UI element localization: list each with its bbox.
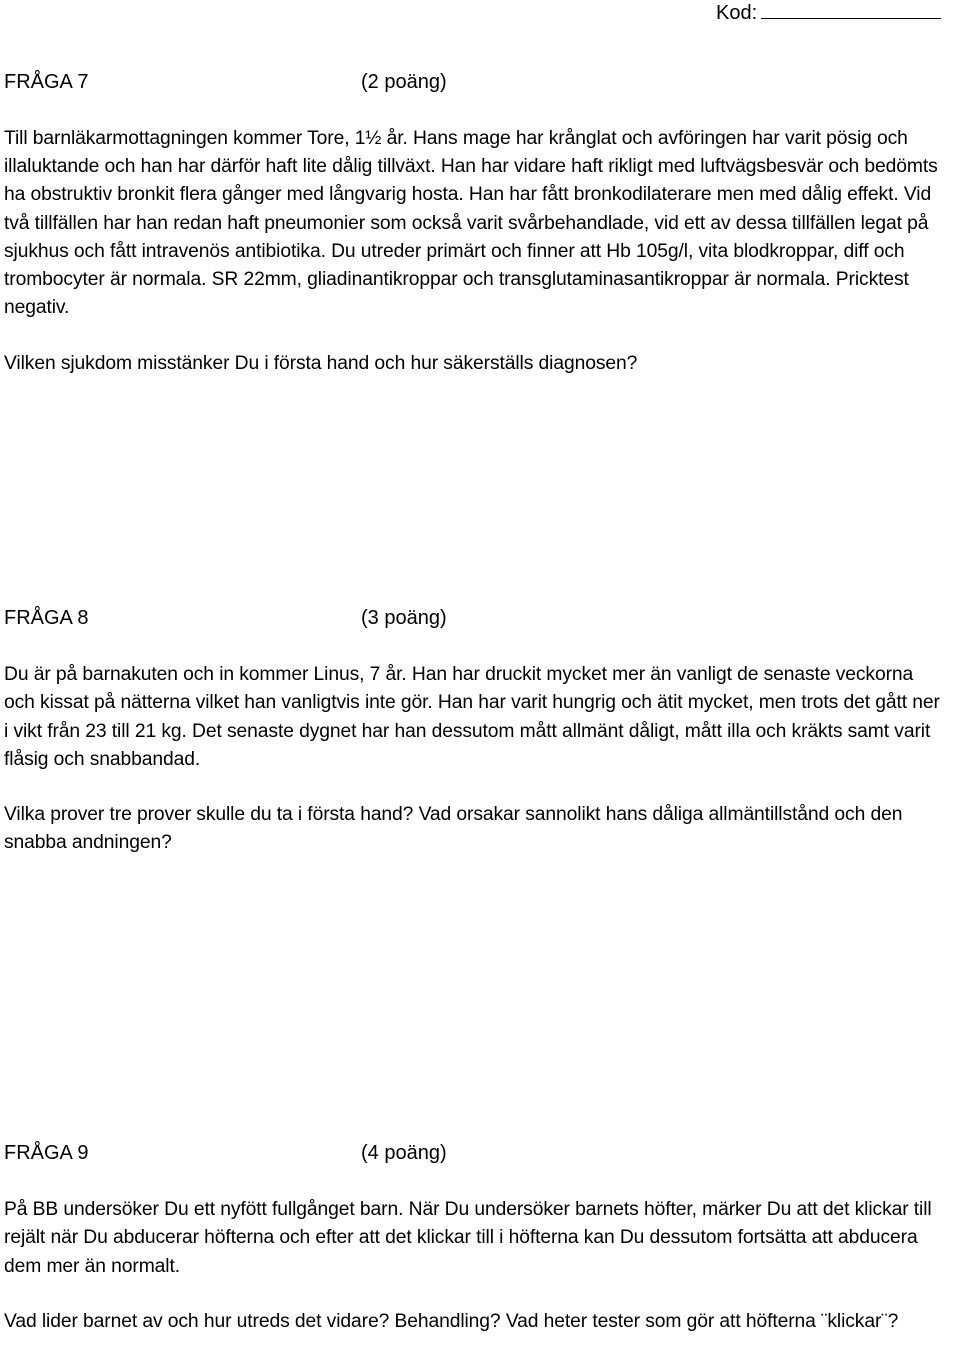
question-7-points: (2 poäng) bbox=[361, 71, 447, 93]
question-8-points: (3 poäng) bbox=[361, 607, 447, 629]
question-7-header bbox=[4, 70, 447, 94]
question-9-points: (4 poäng) bbox=[361, 1142, 447, 1164]
question-9-header bbox=[4, 1141, 447, 1165]
question-7-title: FRÅGA 7 bbox=[4, 71, 89, 93]
question-8-case-text: Du är på barnakuten och in kommer Linus, 7 år. Han har druckit mycket mer än vanligt de senaste veckorna och kissat på nätterna vilket han vanligtvis inte gör. Han har varit hungrig och ätit mycket, men trots det gått ner i vikt från 23 till 21 kg. Det senaste dygnet har han dessutom mått allmänt dåligt, mått illa och kräkts samt varit flåsig och snabbandad. bbox=[4, 664, 940, 770]
question-8-title: FRÅGA 8 bbox=[4, 607, 89, 629]
question-9-prompt: Vad lider barnet av och hur utreds det vidare? Behandling? Vad heter tester som gör att höfterna ¨klickar¨? bbox=[4, 1311, 899, 1332]
question-7-case-text: Till barnläkarmottagningen kommer Tore, 1½ år. Hans mage har krånglat och avföringen har varit pösig och illaluktande och han har därför haft lite dålig tillväxt. Han har vidare haft rikligt med luftvägsbesvär och bedömts ha obstruktiv bronkit flera gånger med långvarig hosta. Han har fått bronkodilaterare men med dålig effekt. Vid två tillfällen har han redan haft pneumonier som också varit svårbehandlade, vid ett av dessa tillfällen legat på sjukhus och fått intravenös antibiotika. Du utreder primärt och finner att Hb 105g/l, vita blodkroppar, diff och trombocyter är normala. SR 22mm, gliadinantikroppar och transglutaminasantikroppar är normala. Pricktest negativ. bbox=[4, 128, 938, 319]
code-label: Kod: bbox=[716, 2, 758, 24]
question-8-prompt: Vilka prover tre prover skulle du ta i första hand? Vad orsakar sannolikt hans dåliga allmäntillstånd och den snabba andningen? bbox=[4, 804, 903, 854]
question-7-prompt: Vilken sjukdom misstänker Du i första hand och hur säkerställs diagnosen? bbox=[4, 353, 638, 374]
code-blank-line[interactable] bbox=[761, 0, 941, 19]
question-9-title: FRÅGA 9 bbox=[4, 1142, 89, 1164]
code-field bbox=[716, 0, 941, 25]
question-8-header bbox=[4, 606, 447, 630]
question-9-case-text: På BB undersöker Du ett nyfött fullgånget barn. När Du undersöker barnets höfter, märker Du att det klickar till rejält när Du abducerar höfterna och efter att det klickar till i höfterna kan Du dessutom fortsätta att abducera dem mer än normalt. bbox=[4, 1199, 932, 1277]
